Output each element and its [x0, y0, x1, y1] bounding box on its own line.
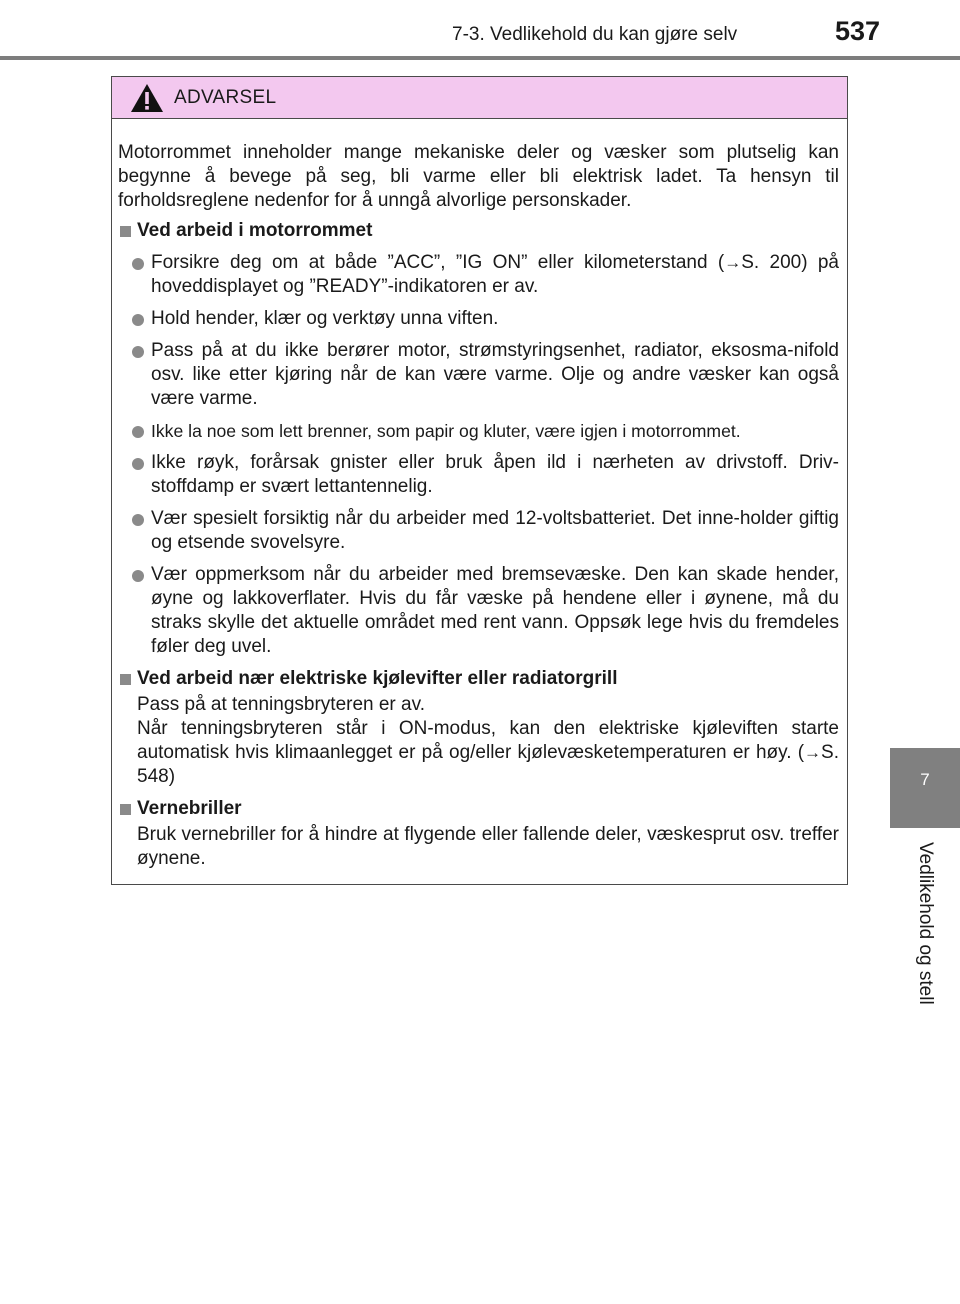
warning-intro: Motorrommet inneholder mange mekaniske deler og væsker som plutselig kan begynne å bevege på seg, bli varme eller bli elektrisk ladet. Ta hensyn til forholdsreglene nedenfor for å unngå alvorlige personskader. [118, 142, 839, 211]
round-bullet-icon [132, 426, 144, 438]
warning-triangle-icon [130, 83, 164, 113]
arrow-icon: → [724, 253, 742, 272]
page-number: 537 [834, 16, 880, 46]
list-item-text: Vær oppmerksom når du arbeider med bremsevæske. Den kan skade hender, øyne og lakkoverflater. Hvis du får væske på hendene eller i øynene, må du straks skylle det aktuelle området med rent vann. Oppsøk lege hvis du fremdeles føler deg uvel. [151, 564, 839, 657]
section-title: 7-3. Vedlikehold du kan gjøre selv [452, 24, 738, 45]
square-bullet-icon [120, 804, 131, 815]
round-bullet-icon [132, 570, 144, 582]
list-item-text [151, 251, 839, 299]
text-fragment: Forsikre deg om at både ”ACC”, ”IG ON” eller kilometerstand ( [151, 252, 725, 273]
section-heading-text: Vernebriller [137, 798, 242, 819]
warning-body [112, 119, 847, 871]
list-item [118, 251, 839, 299]
round-bullet-icon [132, 514, 144, 526]
warning-header [112, 77, 847, 119]
list-item-text: Ikke røyk, forårsak gnister eller bruk åpen ild i nærheten av drivstoff. Driv-stoffdamp er svært lettantennelig. [151, 452, 839, 497]
chapter-number: 7 [920, 770, 930, 789]
section-text: Bruk vernebriller for å hindre at flygende eller fallende deler, væskesprut osv. treffer øynene. [137, 824, 839, 869]
round-bullet-icon [132, 258, 144, 270]
header-rule [0, 56, 960, 60]
section-text [118, 717, 839, 789]
section-engine-bay [118, 219, 839, 659]
text-fragment: S. 548) [137, 742, 839, 787]
list-item-text: Pass på at du ikke berører motor, strømstyringsenhet, radiator, eksosma-nifold osv. like etter kjøring når de kan være varme. Olje og andre væsker kan også være varme. [151, 340, 839, 409]
round-bullet-icon [132, 458, 144, 470]
list-item [118, 451, 839, 499]
chapter-tab [890, 748, 960, 828]
chapter-label: Vedlikehold og stell [915, 842, 936, 1005]
round-bullet-icon [132, 346, 144, 358]
list-item-text: Hold hender, klær og verktøy unna viften. [151, 308, 499, 329]
section-cooling-fans [118, 667, 839, 789]
text-fragment: S. 200) på hoveddisplayet og ”READY”-indikatoren er av. [151, 252, 839, 297]
warning-title: ADVARSEL [174, 86, 277, 108]
list-item-text: Ikke la noe som lett brenner, som papir og kluter, være igjen i motorrommet. [151, 421, 741, 441]
warning-box [111, 76, 848, 885]
round-bullet-icon [132, 314, 144, 326]
section-heading-text: Ved arbeid i motorrommet [137, 220, 373, 241]
section-heading-text: Ved arbeid nær elektriske kjølevifter eller radiatorgrill [137, 668, 618, 689]
list-item [118, 419, 839, 443]
list-item [118, 507, 839, 555]
section-heading [118, 219, 839, 243]
section-text: Pass på at tenningsbryteren er av. [137, 694, 425, 715]
list-item [118, 563, 839, 659]
arrow-icon: → [804, 743, 822, 762]
text-fragment: Når tenningsbryteren står i ON-modus, kan den elektriske kjøleviften starte automatisk hvis klimaanlegget er på og/eller kjølevæsketemperaturen er høy. ( [137, 718, 839, 763]
list-item [118, 307, 839, 331]
section-heading [118, 667, 839, 691]
list-item [118, 339, 839, 411]
list-item-text: Vær spesielt forsiktig når du arbeider med 12-voltsbatteriet. Det inne-holder giftig og etsende svovelsyre. [151, 508, 839, 553]
square-bullet-icon [120, 674, 131, 685]
square-bullet-icon [120, 226, 131, 237]
section-goggles [118, 797, 839, 871]
section-heading [118, 797, 839, 821]
